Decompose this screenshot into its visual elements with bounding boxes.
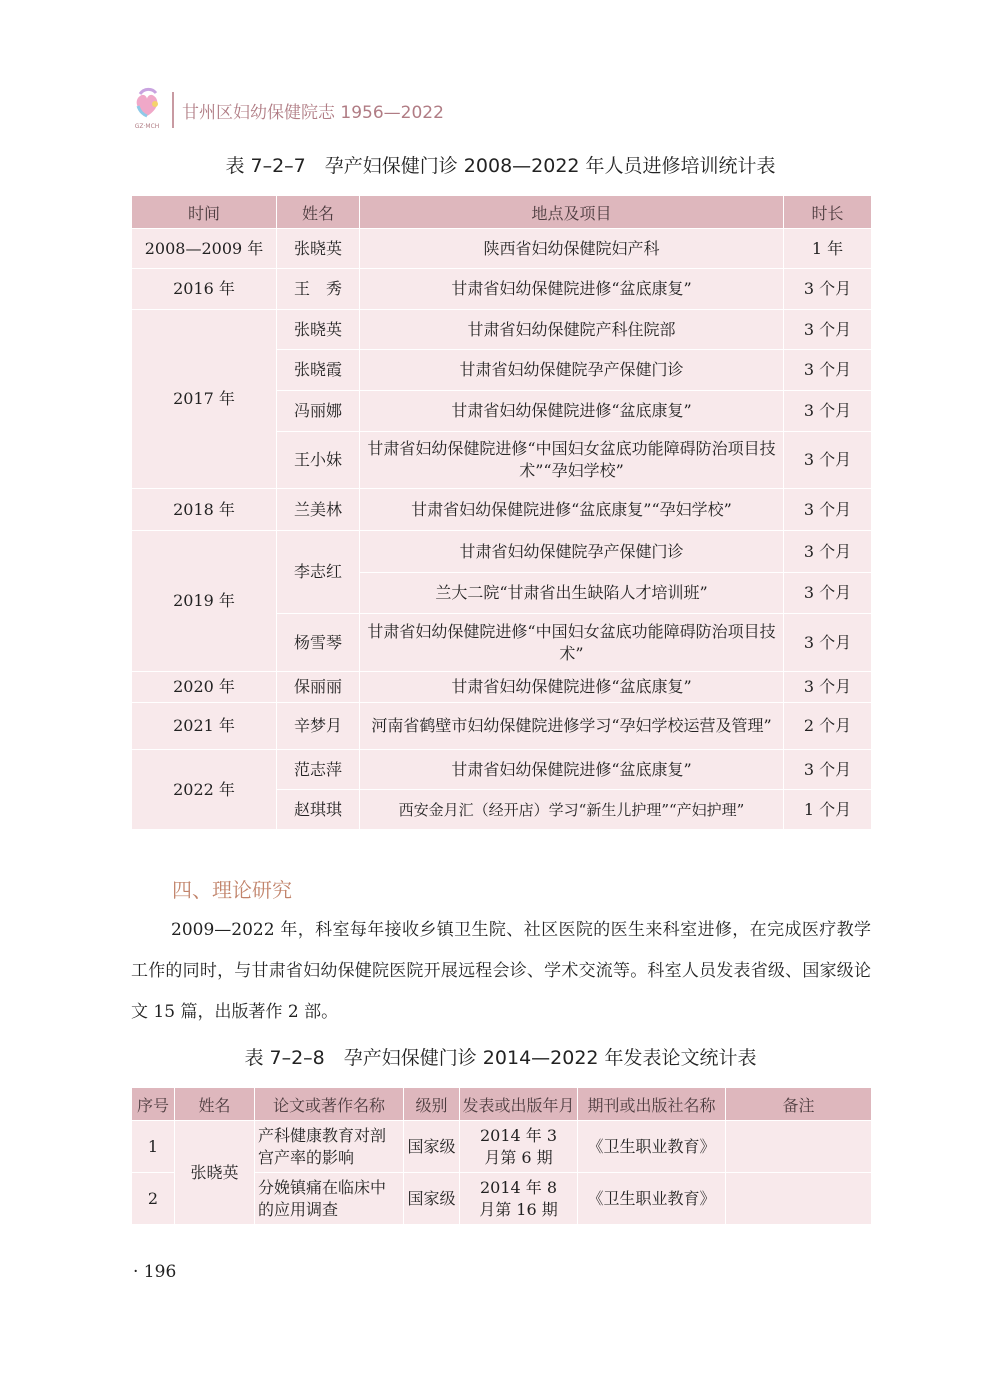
duration-cell: 3 个月 <box>784 350 872 391</box>
name-cell: 冯丽娜 <box>277 391 360 432</box>
name-cell: 李志红 <box>277 531 360 614</box>
column-header: 级别 <box>404 1088 460 1121</box>
duration-cell: 3 个月 <box>784 573 872 614</box>
duration-cell: 1 年 <box>784 229 872 269</box>
time-cell: 2019 年 <box>132 531 277 672</box>
item-cell: 甘肃省妇幼保健院进修“盆底康复” <box>360 750 784 790</box>
duration-cell: 3 个月 <box>784 672 872 703</box>
number-cell: 2 <box>132 1173 175 1225</box>
book-title: 甘州区妇幼保健院志 1956—2022 <box>182 103 444 123</box>
table1-caption: 表 7–2–7 孕产妇保健门诊 2008—2022 年人员进修培训统计表 <box>225 155 776 177</box>
item-cell: 甘肃省妇幼保健院进修“盆底康复” <box>360 269 784 310</box>
table-row <box>132 750 872 790</box>
duration-cell: 2 个月 <box>784 703 872 750</box>
item-cell: 甘肃省妇幼保健院产科住院部 <box>360 310 784 350</box>
body-paragraph: 2009—2022 年，科室每年接收乡镇卫生院、社区医院的医生来科室进修，在完成医疗教学工作的同时，与甘肃省妇幼保健院医院开展远程会诊、学术交流等。科室人员发表省级、国家级论文 15 篇，出版著作 2 部。 <box>131 920 871 1022</box>
time-cell: 2020 年 <box>132 672 277 703</box>
column-header: 序号 <box>132 1088 175 1121</box>
section-heading: 四、理论研究 <box>172 878 292 902</box>
table-row <box>132 672 872 703</box>
papers-table <box>131 1087 872 1225</box>
item-cell: 甘肃省妇幼保健院进修“中国妇女盆底功能障碍防治项目技术”“孕妇学校” <box>360 432 784 489</box>
column-header: 姓名 <box>277 196 360 229</box>
duration-cell: 3 个月 <box>784 531 872 573</box>
time-cell: 2008—2009 年 <box>132 229 277 269</box>
level-cell: 国家级 <box>404 1173 460 1225</box>
header-divider <box>172 92 174 128</box>
table-row <box>132 269 872 310</box>
item-cell: 甘肃省妇幼保健院孕产保健门诊 <box>360 531 784 573</box>
logo-text: GZ·MCH <box>134 123 160 130</box>
time-cell: 2021 年 <box>132 703 277 750</box>
column-header: 时间 <box>132 196 277 229</box>
item-cell: 西安金月汇（经开店）学习“新生儿护理”“产妇护理” <box>360 790 784 830</box>
name-cell: 保丽丽 <box>277 672 360 703</box>
title-cell: 产科健康教育对剖宫产率的影响 <box>255 1121 404 1173</box>
name-cell: 杨雪琴 <box>277 614 360 672</box>
table-header-row <box>132 196 872 229</box>
time-cell: 2022 年 <box>132 750 277 830</box>
column-header: 地点及项目 <box>360 196 784 229</box>
column-header: 时长 <box>784 196 872 229</box>
name-cell: 张晓英 <box>175 1121 255 1225</box>
name-cell: 辛梦月 <box>277 703 360 750</box>
duration-cell: 3 个月 <box>784 432 872 489</box>
name-cell: 王小妹 <box>277 432 360 489</box>
table-row <box>132 1121 872 1173</box>
item-cell: 兰大二院“甘肃省出生缺陷人才培训班” <box>360 573 784 614</box>
item-cell: 河南省鹤壁市妇幼保健院进修学习“孕妇学校运营及管理” <box>360 703 784 750</box>
level-cell: 国家级 <box>404 1121 460 1173</box>
column-header: 备注 <box>726 1088 872 1121</box>
duration-cell: 3 个月 <box>784 489 872 531</box>
duration-cell: 3 个月 <box>784 750 872 790</box>
name-cell: 兰美林 <box>277 489 360 531</box>
column-header: 期刊或出版社名称 <box>578 1088 726 1121</box>
item-cell: 甘肃省妇幼保健院进修“盆底康复” <box>360 391 784 432</box>
journal-cell: 《卫生职业教育》 <box>578 1121 726 1173</box>
journal-cell: 《卫生职业教育》 <box>578 1173 726 1225</box>
column-header: 论文或著作名称 <box>255 1088 404 1121</box>
hospital-logo-icon <box>130 86 164 132</box>
page-number: · 196 <box>133 1262 177 1282</box>
name-cell: 赵琪琪 <box>277 790 360 830</box>
table2-caption: 表 7–2–8 孕产妇保健门诊 2014—2022 年发表论文统计表 <box>244 1047 757 1069</box>
item-cell: 甘肃省妇幼保健院进修“中国妇女盆底功能障碍防治项目技术” <box>360 614 784 672</box>
duration-cell: 3 个月 <box>784 310 872 350</box>
table-row <box>132 310 872 350</box>
name-cell: 范志萍 <box>277 750 360 790</box>
name-cell: 张晓英 <box>277 229 360 269</box>
name-cell: 王 秀 <box>277 269 360 310</box>
table-header-row <box>132 1088 872 1121</box>
column-header: 姓名 <box>175 1088 255 1121</box>
item-cell: 甘肃省妇幼保健院孕产保健门诊 <box>360 350 784 391</box>
name-cell: 张晓英 <box>277 310 360 350</box>
time-cell: 2017 年 <box>132 310 277 489</box>
table-row <box>132 229 872 269</box>
note-cell <box>726 1173 872 1225</box>
duration-cell: 3 个月 <box>784 269 872 310</box>
date-cell: 2014 年 8 月第 16 期 <box>460 1173 578 1225</box>
note-cell <box>726 1121 872 1173</box>
table-row <box>132 489 872 531</box>
duration-cell: 3 个月 <box>784 614 872 672</box>
duration-cell: 1 个月 <box>784 790 872 830</box>
item-cell: 甘肃省妇幼保健院进修“盆底康复” <box>360 672 784 703</box>
name-cell: 张晓霞 <box>277 350 360 391</box>
item-cell: 甘肃省妇幼保健院进修“盆底康复”“孕妇学校” <box>360 489 784 531</box>
table-row <box>132 703 872 750</box>
time-cell: 2018 年 <box>132 489 277 531</box>
column-header: 发表或出版年月 <box>460 1088 578 1121</box>
item-cell: 陕西省妇幼保健院妇产科 <box>360 229 784 269</box>
title-cell: 分娩镇痛在临床中的应用调查 <box>255 1173 404 1225</box>
date-cell: 2014 年 3 月第 6 期 <box>460 1121 578 1173</box>
training-table <box>131 195 872 830</box>
duration-cell: 3 个月 <box>784 391 872 432</box>
table-row <box>132 531 872 573</box>
time-cell: 2016 年 <box>132 269 277 310</box>
number-cell: 1 <box>132 1121 175 1173</box>
